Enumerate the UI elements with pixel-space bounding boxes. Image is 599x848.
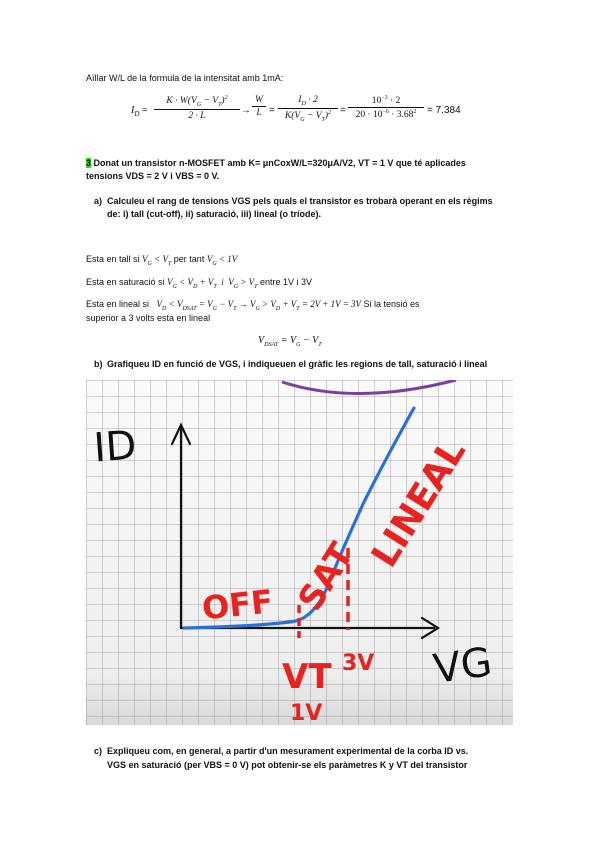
part-a-label: a) — [94, 196, 103, 206]
intro-text: Aïllar W/L de la formula de la intensitat amb 1mA: — [86, 73, 284, 83]
formula-fraction-wl: $\frac{W}{L}$ — [252, 95, 266, 118]
formula-equals-1: = — [269, 105, 275, 116]
answer-saturacio: Esta en saturació si $V_G < V_D + V_T$ i $V_G > V_T$ entre 1V i 3V — [86, 277, 313, 290]
part-a-line-1: Calculeu el rang de tensions VGS pels quals el transistor es trobarà operant en els règims — [107, 196, 493, 206]
part-a-line-2: de: i) tall (cut-off), ii) saturació, iii) lineal (o tríode). — [107, 209, 322, 219]
formula-arrow: → — [241, 105, 251, 116]
problem-number-highlight: 3 — [86, 158, 92, 168]
formula-fraction-4: $\frac{10^{-3} \cdot 2}{20 \cdot 10^{-6} \cdot 3.68^2}$ — [348, 95, 424, 120]
handdrawn-graph-photo — [86, 380, 513, 725]
y-axis-label: ID — [92, 422, 138, 472]
formula-equals-2: = — [340, 105, 346, 116]
formula-result: = 7.384 — [427, 105, 461, 116]
problem-line-2: tensions VDS = 2 V i VBS = 0 V. — [86, 171, 220, 181]
vt-label: VT — [282, 657, 332, 697]
part-c-label: c) — [94, 746, 103, 756]
formula-fraction-3: $\frac{I_D \cdot 2}{K(V_G - V_T)^2}$ — [278, 95, 338, 123]
region-lineal-label: LINEAL — [363, 432, 474, 575]
answer-lineal: Esta en lineal si $V_D < V_{DSAT} = V_G - V_T \to V_G > V_D + V_T = 2V + 1V = 3V$ Si la tensió es — [86, 299, 420, 312]
formula-fraction-1: $\frac{K \cdot W(V_G - V_T)^2}{2 \cdot L}$ — [154, 95, 240, 121]
region-sat-label: SAT — [290, 536, 363, 618]
vdsat-equation: $V_{DSAT} = V_G - V_T$ — [258, 335, 322, 348]
x-axis-label: VG — [430, 639, 495, 693]
part-b-label: b) — [94, 359, 103, 369]
part-b-text: Grafiqueu ID en funció de VGS, i indiqueuen el gràfic les regions de tall, saturació i lineal — [107, 359, 488, 369]
formula-lhs: $I_D$ = — [131, 105, 148, 118]
vt-value-label: 1V — [290, 701, 323, 725]
part-c-line-2: VGS en saturació (per VBS = 0 V) pot obtenir-se els paràmetres K y VT del transistor — [107, 760, 468, 770]
region-off-label: OFF — [200, 582, 275, 628]
v3-label: 3V — [342, 651, 375, 676]
answer-tall: Esta en tall si $V_G < V_T$ per tant $V_G < 1V$ — [86, 254, 238, 267]
answer-lineal-line-2: superior a 3 volts esta en lineal — [86, 313, 211, 323]
part-c-line-1: Expliqueu com, en general, a partir d'un mesurament experimental de la corba ID vs. — [107, 746, 469, 756]
problem-line-1: 3 Donat un transistor n-MOSFET amb K= μnCoxW/L=320μA/V2, VT = 1 V que té aplicades — [86, 158, 466, 168]
graph-sketch-svg — [86, 380, 513, 725]
